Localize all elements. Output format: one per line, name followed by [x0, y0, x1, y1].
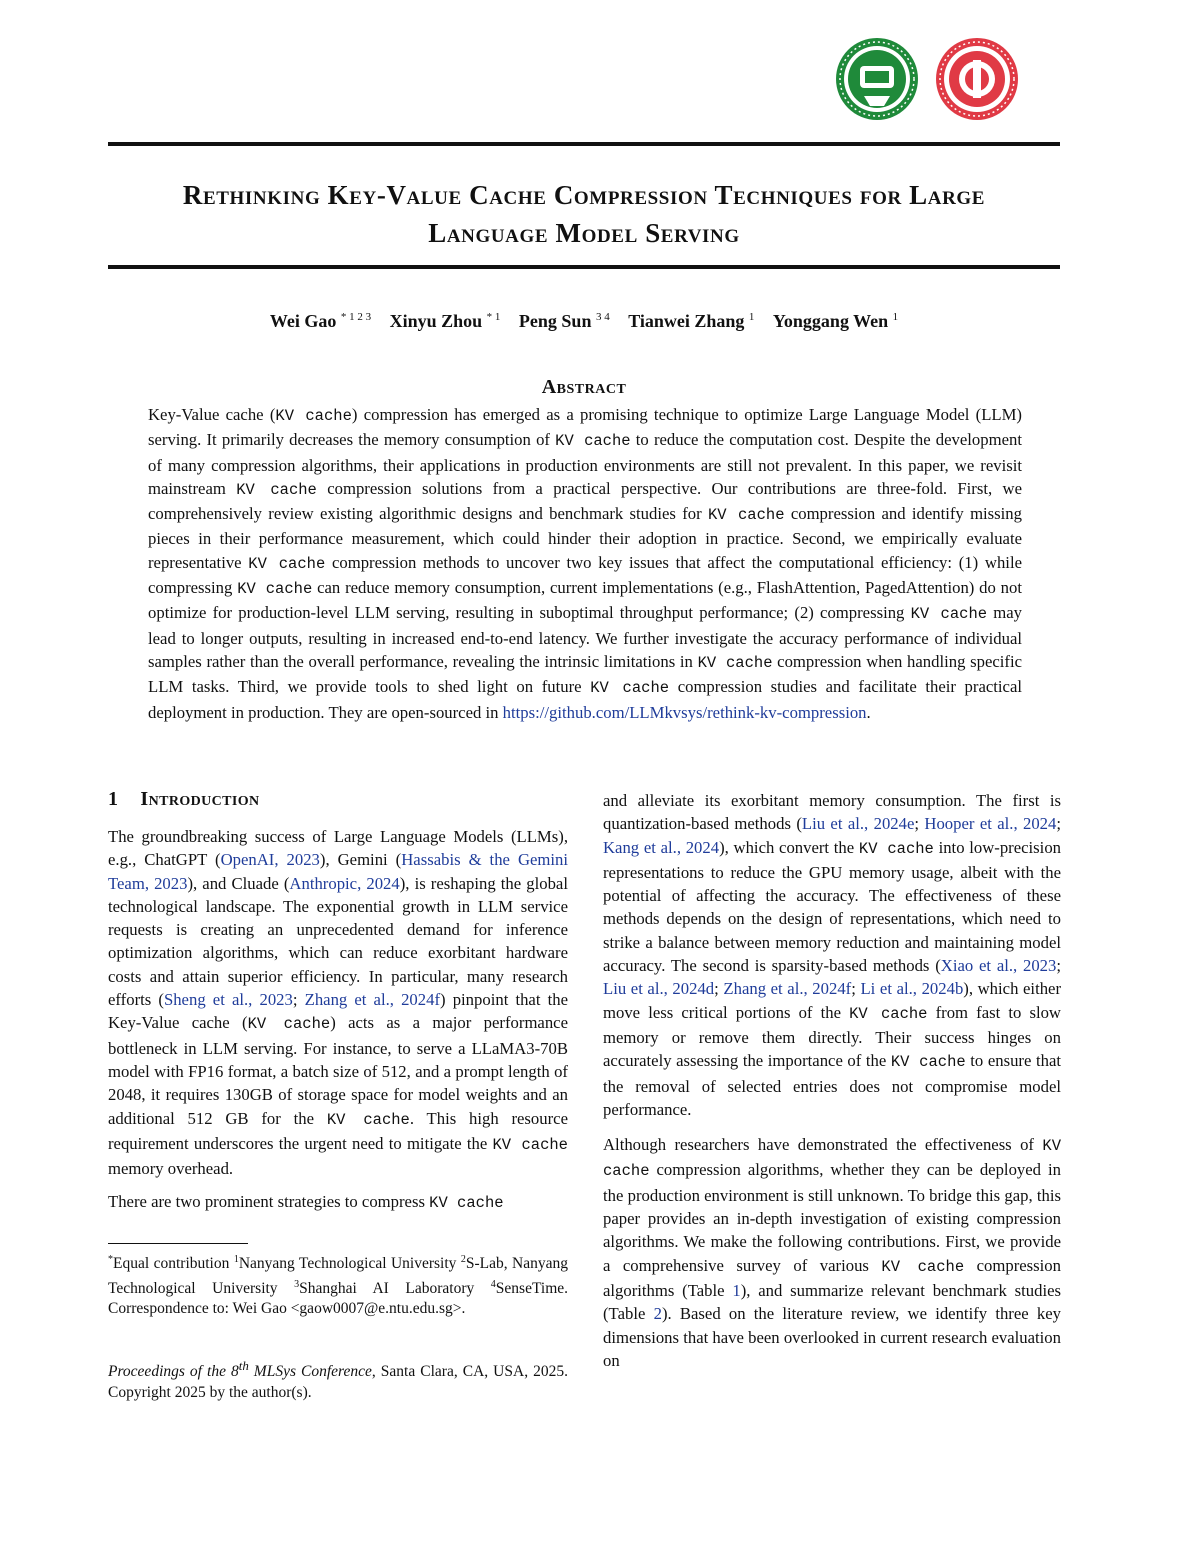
citation-link[interactable]: OpenAI, 2023	[220, 850, 320, 870]
section-number: 1	[108, 788, 119, 810]
github-repo-link[interactable]: https://github.com/LLMkvsys/rethink-kv-compression	[502, 702, 867, 722]
table-ref-link[interactable]: 2	[653, 1304, 662, 1324]
citation-link[interactable]: Li et al., 2024b	[860, 979, 964, 999]
footnote: *Equal contribution $^1$Nanyang Technological University $^2$S-Lab, Nanyang Technological University $^3$Shanghai AI Laboratory $^4$SenseTime. Correspondence to: Wei Gao <gaow0007@e.ntu.edu.sg>.	[108, 1254, 568, 1318]
table-ref-link[interactable]: 1	[732, 1280, 741, 1300]
intro-paragraph-2: There are two prominent strategies to compress KV cache	[108, 1192, 504, 1213]
abstract-body: Key-Value cache (KV cache) compression has emerged as a promising technique to optimize Large Language Model (LLM) serving. It primarily decreases the memory consumption of KV cache to reduce the computation cost. Despite the development of many compression algorithms, their applications in production environments are still not prevalent. In this paper, we revisit mainstream KV cache compression solutions from a practical perspective. Our contributions are three-fold. First, we comprehensively review existing algorithmic designs and benchmark studies for KV cache compression and identify missing pieces in their performance measurement, which could hinder their adoption in practice. Second, we empirically evaluate representative KV cache compression methods to uncover two key issues that affect the computational efficiency: (1) while compressing KV cache can reduce memory consumption, current implementations (e.g., FlashAttention, PagedAttention) do not optimize for production-level LLM serving, resulting in suboptimal throughput performance; (2) compressing KV cache may lead to longer outputs, resulting in increased end-to-end latency. We further investigate the accuracy performance of individual samples rather than the overall performance, revealing the intrinsic limitations in KV cache compression when handling specific LLM tasks. Third, we provide tools to shed light on future KV cache compression studies and facilitate their practical deployment in production. They are open-sourced in https://github.com/LLMkvsys/rethink-kv-compression.	[148, 405, 1023, 722]
paper-title	[108, 176, 1060, 252]
intro-paragraph-3: Although researchers have demonstrated the effectiveness of KV cache compression algorithms, whether they can be deployed in the production environment is still unknown. To bridge this gap, this paper provides an in-depth investigation of existing compression algorithms. We make the following contributions. First, we provide a comprehensive survey of various KV cache compression algorithms (Table 1), and summarize relevant benchmark studies (Table 2). Based on the literature review, we identify three key dimensions that have been overlooked in current research evaluation on	[603, 1135, 1061, 1370]
author: Tianwei Zhang $^1$	[628, 311, 755, 331]
citation-link[interactable]: Hooper et al., 2024	[924, 814, 1057, 834]
author: Xinyu Zhou $^{* 1}$	[389, 311, 501, 331]
title-line-1: Rethinking Key-Value Cache Compression Techniques for Large	[182, 180, 986, 210]
footnote-rule	[108, 1243, 248, 1244]
right-column	[603, 789, 1061, 1372]
section-heading-introduction	[108, 788, 260, 811]
citation-link[interactable]: Xiao et al., 2023	[940, 956, 1057, 976]
intro-paragraph-1: The groundbreaking success of Large Language Models (LLMs), e.g., ChatGPT (OpenAI, 2023), Gemini (Hassabis & the Gemini Team, 2023), and Cluade (Anthropic, 2024), is reshaping the global technological landscape. The exponential growth in LLM service requests is creating an unprecedented demand for inference optimization algorithms, which can reduce exorbitant hardware costs and attain superior efficiency. In particular, many research efforts (Sheng et al., 2023; Zhang et al., 2024f) pinpoint that the Key-Value cache (KV cache) acts as a major performance bottleneck in LLM serving. For instance, to serve a LLaMA3-70B model with FP16 format, a batch size of 512, and a prompt length of 2048, it requires 130GB of storage space for model weights and an additional 512 GB for the KV cache. This high resource requirement underscores the urgent need to mitigate the KV cache memory overhead.	[108, 827, 569, 1179]
author: Yonggang Wen $^1$	[772, 311, 899, 331]
abstract-heading: Abstract	[541, 376, 627, 398]
left-column	[108, 825, 568, 1216]
citation-link[interactable]: Hassabis & the Gemini Team, 2023	[108, 850, 569, 893]
title-rule-top	[108, 142, 1060, 146]
intro-paragraph-2-continued: and alleviate its exorbitant memory consumption. The first is quantization-based methods (Liu et al., 2024e; Hooper et al., 2024; Kang et al., 2024), which convert the KV cache into low-precision representations to reduce the GPU memory usage, albeit with the potential of affecting the accuracy. The effectiveness of these methods depends on the design of representations, which need to strike a balance between memory reduction and maintaining model accuracy. The second is sparsity-based methods (Xiao et al., 2023; Liu et al., 2024d; Zhang et al., 2024f; Li et al., 2024b), which either move less critical portions of the KV cache from fast to slow memory or remove them directly. Their success hinges on accurately assessing the importance of the KV cache to ensure that the removal of selected entries does not compromise model performance.	[603, 791, 1062, 1119]
title-line-2: Language Model Serving	[428, 218, 740, 248]
citation-link[interactable]: Sheng et al., 2023	[163, 990, 293, 1010]
section-title: Introduction	[140, 788, 260, 810]
author: Wei Gao $^{* 1 2 3}$	[269, 311, 372, 331]
green-university-seal-logo	[834, 36, 920, 122]
author-list	[108, 311, 1060, 332]
citation-link[interactable]: Zhang et al., 2024f	[304, 990, 441, 1010]
citation-link[interactable]: Liu et al., 2024e	[801, 814, 915, 834]
title-rule-bottom	[108, 265, 1060, 269]
citation-link[interactable]: Liu et al., 2024d	[603, 979, 715, 999]
citation-link[interactable]: Zhang et al., 2024f	[723, 979, 852, 999]
red-university-seal-logo	[934, 36, 1020, 122]
proceedings-note: Proceedings of the 8th MLSys Conference, Santa Clara, CA, USA, 2025. Copyright 2025 by the author(s).	[108, 1358, 568, 1401]
citation-link[interactable]: Anthropic, 2024	[289, 873, 400, 893]
citation-link[interactable]: Kang et al., 2024	[603, 837, 720, 857]
author: Peng Sun $^{3 4}$	[518, 311, 610, 331]
